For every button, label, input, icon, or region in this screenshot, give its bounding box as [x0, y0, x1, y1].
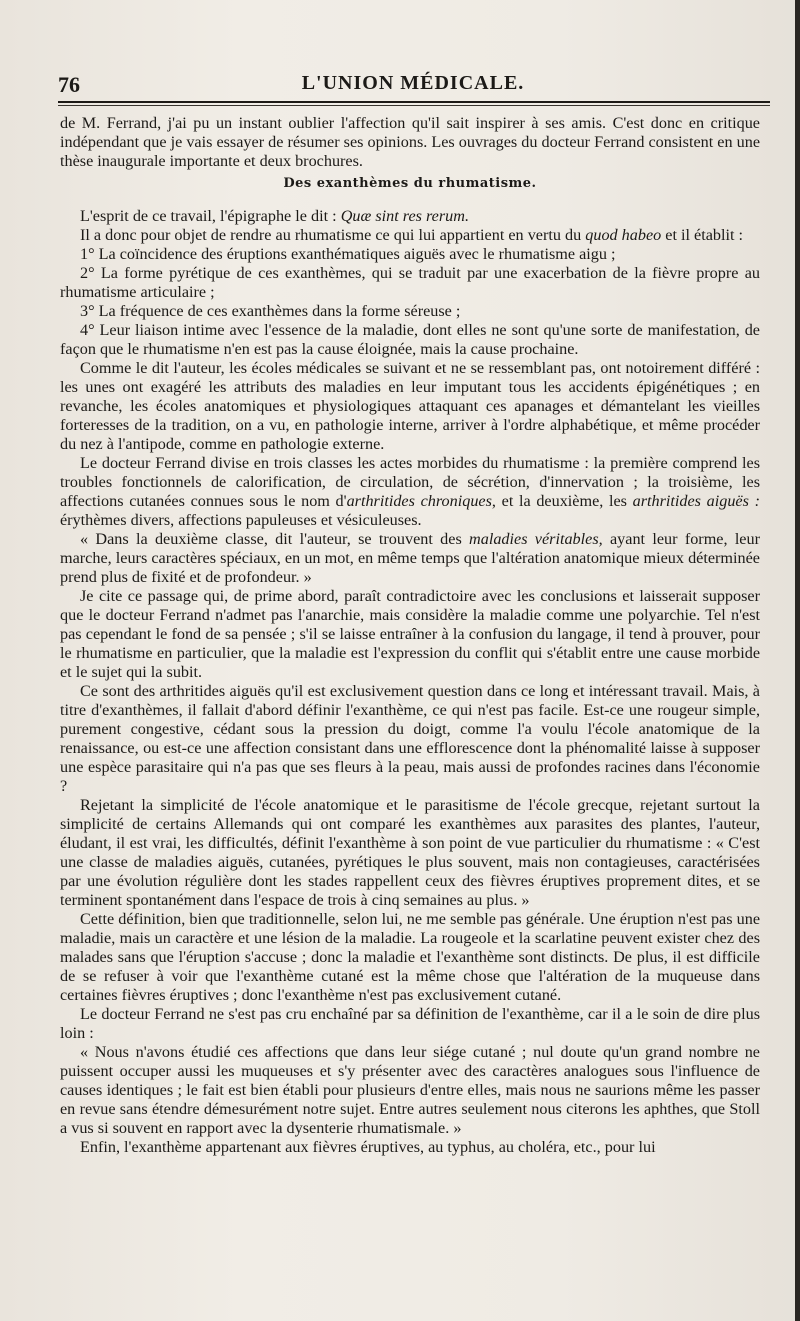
paragraph-classes — [60, 454, 760, 530]
list-item: 3° La fréquence de ces exanthèmes dans la forme séreuse ; — [80, 302, 461, 320]
classes-end: érythèmes divers, affections papuleuses et vésiculeuses. — [60, 511, 422, 529]
article-body — [60, 114, 760, 1157]
epigraph-quote: Quæ sint res rerum. — [340, 207, 469, 225]
classes-mid: , et la deuxième, les — [491, 492, 633, 510]
paragraph-schools: Comme le dit l'auteur, les écoles médicales se suivant et ne se ressemblant pas, ont notoirement différé : les unes ont exagéré les attributs des maladies en leur imputant tous les accidents épigénétiques ; en revanche, les écoles anatomiques et physiologiques attaquant ces apanages et démantelant les vieilles forteresses de la tradition, on a vu, en pathologie interne, arriver à l'ordre alphabétique, et même procéder du nez à l'antipode, comme en pathologie externe. — [60, 359, 760, 453]
section-heading: Des exanthèmes du rhumatisme. — [283, 176, 537, 191]
paragraph-quote-mucous: « Nous n'avons étudié ces affections que dans leur siége cutané ; nul doute qu'un grand nombre ne puissent occuper aussi les muqueuses et s'y présenter avec des caractères analogues sous l'influence de causes identiques ; le fait est bien établi pour plusieurs d'entre elles, mais nous ne saurions même les passer en revue sans étendre démesurément notre sujet. Entre autres seulement nous citerons les aphthes, que Stoll a vus si souvent en rapport avec la dysenterie rhumatismale. » — [60, 1043, 760, 1137]
paragraph-rejecting: Rejetant la simplicité de l'école anatomique et le parasitisme de l'école grecque, rejetant surtout la simplicité de certains Allemands qui ont comparé les exanthèmes aux parasites des plantes, l'auteur, éludant, il est vrai, les difficultés, définit l'exanthème à son point de vue particulier du rhumatisme : « C'est une classe de maladies aiguës, cutanées, pyrétiques le plus souvent, mais non contagieuses, caractérisées par une évolution régulière dont les stades rappellent ceux des fièvres éruptives proprement dites, et se terminent spontanément dans l'espace de trois à cinq semaines au plus. » — [60, 796, 760, 909]
paragraph-quote-second-class — [60, 530, 760, 587]
header-rule-thin — [58, 105, 770, 106]
quote1-start: « Dans la deuxième classe, dit l'auteur, se trouvent des — [80, 530, 470, 548]
paragraph-definition: Cette définition, bien que traditionnelle, selon lui, ne me semble pas générale. Une éruption n'est pas une maladie, mais un caractère et une lésion de la maladie. La rougeole et la scarlatine peuvent exister chez des malades sans que l'éruption s'accuse ; donc la maladie et l'exanthème sont distincts. De plus, il est difficile de se refuser à voir que l'exanthème cutané est la même chose que l'altération de la muqueuse dans certaines fièvres éruptives ; donc l'exanthème n'est pas exclusivement cutané. — [60, 910, 760, 1004]
list-item: 1° La coïncidence des éruptions exanthématiques aiguës avec le rhumatisme aigu ; — [80, 245, 616, 263]
classes-start: Le docteur Ferrand divise en trois classes les actes morbides du rhumatisme : la première comprend les troubles fonctionnels de calorification, de circulation, de sécrétion, d'innervation ; la troisième, les affections cutanées connues sous le nom d' — [60, 454, 760, 510]
page-edge — [795, 0, 800, 1321]
classes-italic-acute: arthritides aiguës : — [632, 492, 760, 510]
quote1-end: ayant leur forme, leur marche, leurs caractères spéciaux, en un mot, en même temps que l'altération anatomique mieux déterminée prend plus de fixité et de profondeur. » — [60, 530, 760, 586]
epigraph-paragraph — [60, 207, 760, 226]
aim-italic: quod habeo — [585, 226, 662, 244]
opening-paragraph: de M. Ferrand, j'ai pu un instant oublier l'affection qu'il sait inspirer à ses amis. C'est donc en critique indépendant que je vais essayer de résumer ses opinions. Les ouvrages du docteur Ferrand consistent en une thèse inaugurale importante et deux brochures. — [60, 114, 760, 170]
paragraph-not-bound: Le docteur Ferrand ne s'est pas cru enchaîné par sa définition de l'exanthème, car il a le soin de dire plus loin : — [60, 1005, 760, 1042]
epigraph-intro: L'esprit de ce travail, l'épigraphe le dit : — [80, 207, 341, 225]
header-rule — [58, 101, 770, 103]
aim-end: et il établit : — [661, 226, 744, 244]
aim-paragraph — [60, 226, 760, 245]
paragraph-arthritides: Ce sont des arthritides aiguës qu'il est exclusivement question dans ce long et intéressant travail. Mais, à titre d'exanthèmes, il fallait d'abord définir l'exanthème, ce qui n'est pas facile. Est-ce une rougeur simple, purement congestive, cédant sous la pression du doigt, comme l'a voulu l'école anatomique de la renaissance, ou est-ce une affection consistant dans une efflorescence dont la phénomalité laisse à supposer une espèce parasitaire qui n'a pas que ses fleurs à la peau, mais aussi de profondes racines dans l'économie ? — [60, 682, 760, 795]
page-header — [58, 68, 768, 96]
list-item: 4° Leur liaison intime avec l'essence de la maladie, dont elles ne sont qu'une sorte de manifestation, de façon que le rhumatisme n'en est pas la cause éloignée, mais la cause prochaine. — [60, 321, 760, 358]
page-number: 76 — [58, 72, 80, 97]
paragraph-finally: Enfin, l'exanthème appartenant aux fièvres éruptives, au typhus, au choléra, etc., pour lui — [80, 1138, 656, 1156]
running-title: L'UNION MÉDICALE. — [301, 72, 525, 94]
classes-italic-chronic: arthritides chroniques — [346, 492, 492, 510]
aim-start: Il a donc pour objet de rendre au rhumatisme ce qui lui appartient en vertu du — [80, 226, 586, 244]
paragraph-citation: Je cite ce passage qui, de prime abord, paraît contradictoire avec les conclusions et laisserait supposer que le docteur Ferrand n'admet pas l'anarchie, mais considère la maladie comme une polyarchie. Tel n'est pas cependant le fond de sa pensée ; s'il se laisse entraîner à la confusion du langage, il tend à prouver, pour le rhumatisme en particulier, que la maladie est l'expression du conflit qui s'établit entre une cause morbide et le sujet qui la subit. — [60, 587, 760, 681]
quote1-italic: maladies véritables, — [469, 530, 603, 548]
list-item: 2° La forme pyrétique de ces exanthèmes, qui se traduit par une exacerbation de la fièvre propre au rhumatisme articulaire ; — [60, 264, 760, 301]
